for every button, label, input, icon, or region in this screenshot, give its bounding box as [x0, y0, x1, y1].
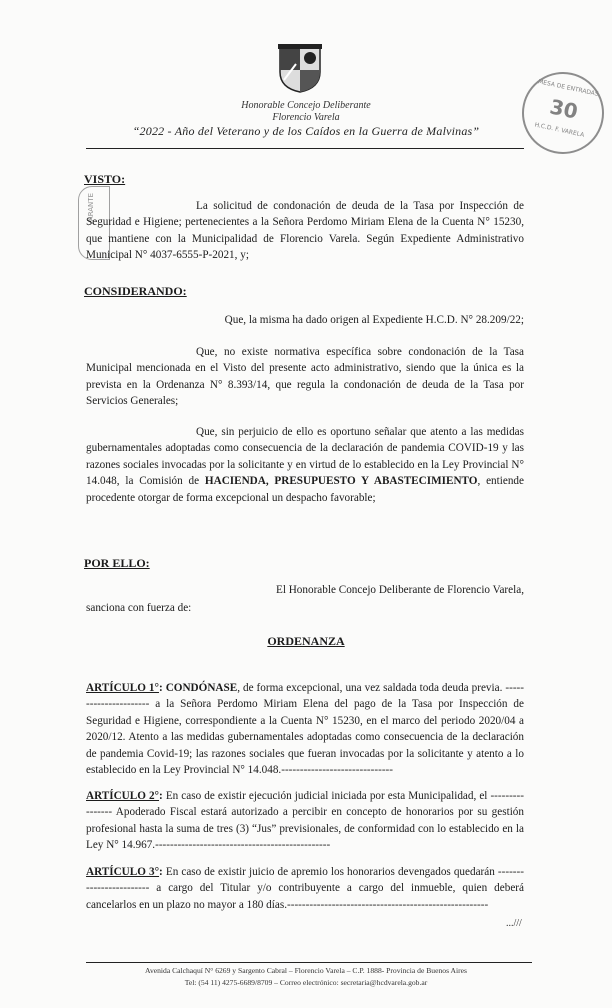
footer-contact: Tel: (54 11) 4275-6689/8709 – Correo electrónico: secretaria@hcdvarela.gob.ar — [184, 978, 428, 987]
footer-address: Avenida Calchaquí N° 6269 y Sargento Cabral – Florencio Varela – C.P. 1888- Provincia de Buenos Aires — [145, 966, 467, 975]
article-1-lead: : CONDÓNASE — [158, 682, 238, 694]
stamp-day: 30 — [547, 94, 580, 124]
visto-heading: VISTO: — [84, 172, 126, 186]
considerando-p1: Que, la misma ha dado origen al Expediente H.C.D. N° 28.209/22; — [224, 314, 524, 326]
por-ello-line1: El Honorable Concejo Deliberante de Florencio Varela, — [275, 584, 524, 596]
ordenanza-title: ORDENANZA — [267, 634, 345, 648]
article-3-lead: : — [159, 866, 163, 878]
considerando-p3-block — [86, 424, 524, 506]
article-1-text: , de forma excepcional, una vez saldada toda deuda previa. ---------------------- a la Señora Perdomo Miriam Elena del pago de la Tasa por Inspección de Seguridad e Higiene, correspondiente a la Cuenta N° 15230, en el marco del periodo 2020/04 a 2020/12. Atento a las medidas gubernamentales adoptadas como consecuencia de la declaración de pandemia Covid-19; las razones sociales que fueran invocadas por la solicitante y atento a lo establecido en la Ley Provincial N° 14.048.------------------------------ — [86, 682, 524, 777]
visto-paragraph — [86, 198, 524, 264]
footer-rule — [86, 962, 532, 963]
commission-name: HACIENDA, PRESUPUESTO Y ABASTECIMIENTO — [204, 475, 478, 488]
article-2-text: En caso de existir ejecución judicial iniciada por esta Municipalidad, el ---------------- Apoderado Fiscal estará autorizado a percibir en concepto de honorarios por su gestión profesional hasta la suma de tres (3) “Jus” previsionales, de conformidad con lo establecido en la Ley N° 14.967.----------------------------------------------- — [86, 790, 524, 852]
reception-stamp — [514, 64, 611, 161]
article-1 — [86, 680, 524, 778]
considerando-p2: Que, no existe normativa específica sobre condonación de la Tasa Municipal mencionada en el Visto del presente acto administrativo, siendo que la única es la prevista en la Ordenanza N° 8.393/14, que regula la condonación de deuda de la Tasa por Servicios Generales; — [86, 346, 524, 408]
considerando-p3-start: Que, sin perjuicio de ello es oportuno señalar que atento a las medidas gubernamentales adoptadas como consecuencia de la declaración de pandemia COVID-19 y las razones sociales invocadas por la solicitante y en virtud de lo establecido en la Ley Provincial N° 14.048, la Comisión de — [86, 426, 524, 488]
por-ello-heading: POR ELLO: — [84, 556, 150, 570]
header-rule — [86, 148, 524, 149]
visto-text: La solicitud de condonación de deuda de la Tasa por Inspección de Seguridad e Higiene; pertenecientes a la Señora Perdomo Miriam Elena de la Cuenta N° 15230, que mantiene con la Municipalidad de Florencio Varela. Según Expediente Administrativo Municipal N° 4037-6555-P-2021, y; — [86, 200, 524, 262]
article-3 — [86, 864, 524, 913]
stamp-top-label: MESA DE ENTRADAS — [537, 78, 600, 98]
article-3-text: En caso de existir juicio de apremio los honorarios devengados quedarán ------------------------ a cargo del Titular y/o contribuyente a cargo del inmueble, quien deberá cancelarlos en un plazo no mayor a 180 días.------------------------------------------------------ — [86, 866, 524, 911]
considerando-p3-end: , entiende procedente otorgar de forma excepcional un despacho favorable; — [86, 475, 524, 504]
stamp-bottom-label: H.C.D. F. VARELA — [533, 121, 585, 139]
article-3-label: ARTÍCULO 3° — [86, 866, 160, 878]
article-2 — [86, 788, 524, 854]
side-stamp-text: VARANTE — [87, 193, 95, 226]
considerando-heading: CONSIDERANDO: — [84, 284, 187, 298]
municipal-crest-logo — [276, 44, 324, 94]
por-ello-line2: sanciona con fuerza de: — [86, 602, 192, 614]
year-motto: “2022 - Año del Veterano y de los Caídos en la Guerra de Malvinas” — [132, 124, 480, 138]
considerando-p2-block — [86, 344, 524, 410]
continuation-mark: .../// — [506, 918, 522, 929]
city-name: Florencio Varela — [272, 112, 340, 123]
article-2-lead: : — [159, 790, 163, 802]
considerando-p3 — [86, 424, 524, 506]
institution-name: Honorable Concejo Deliberante — [241, 100, 371, 111]
article-2-label: ARTÍCULO 2° — [86, 790, 160, 802]
article-1-label: ARTÍCULO 1° — [86, 682, 159, 694]
